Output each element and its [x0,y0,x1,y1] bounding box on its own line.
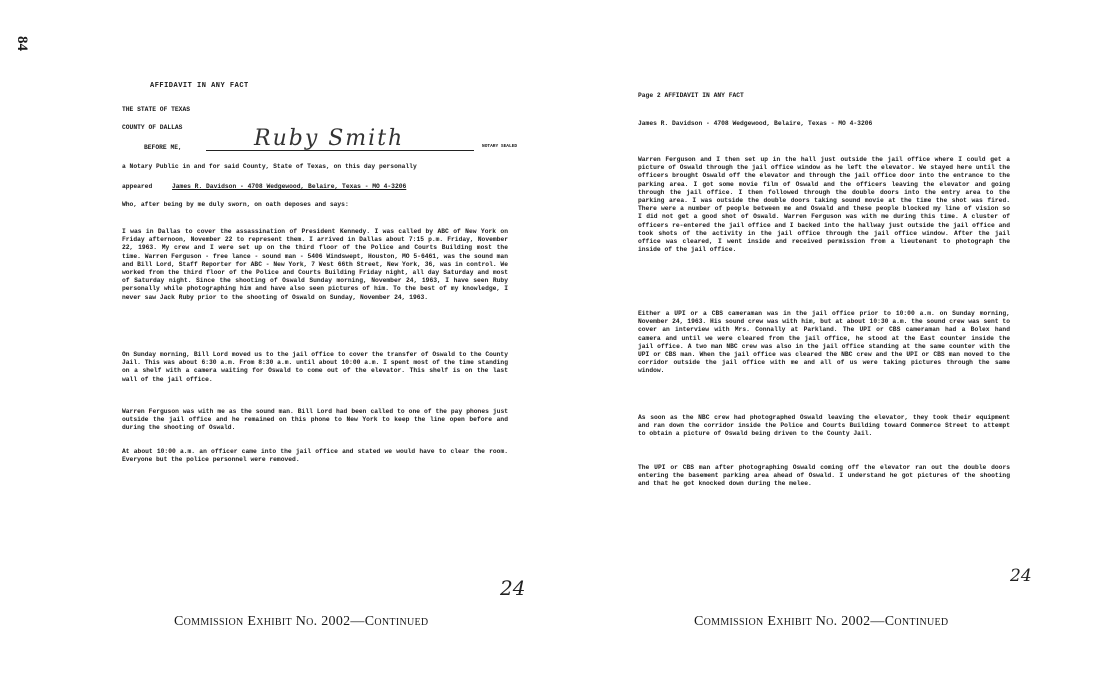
sworn-line: Who, after being by me duly sworn, on oath deposes and says: [122,201,349,208]
notary-note: NOTARY SEALED [482,144,518,149]
left-paragraph-4: At about 10:00 a.m. an officer came into the jail office and stated we would have to clear the room. Everyone but the police personnel were removed. [122,448,508,464]
state-label: THE STATE OF TEXAS [122,106,191,113]
left-exhibit-text: Commission Exhibit No. 2002—Continued [174,614,429,629]
affidavit-title: AFFIDAVIT IN ANY FACT [150,82,249,90]
left-paragraph-2: On Sunday morning, Bill Lord moved us to the jail office to cover the transfer of Oswald to the County Jail. This was about 6:30 a.m. From 8:30 a.m. until about 10:00 a.m. I spent most of the time standing on a shelf with a camera waiting for Oswald to come out of the elevator. This shelf is on the last wall of the jail office. [122,351,508,383]
notary-line: a Notary Public in and for said County, State of Texas, on this day personally [122,163,417,170]
left-exhibit-caption [174,614,428,630]
right-paragraph-3: As soon as the NBC crew had photographed Oswald leaving the elevator, they took their equipment and ran down the corridor inside the Police and Courts Building toward Commerce Street to attempt to obtain a picture of Oswald being driven to the County Jail. [638,414,1010,438]
right-paragraph-4: The UPI or CBS man after photographing Oswald coming off the elevator ran out the double doors entering the basement parking area ahead of Oswald. I understand he got pictures of the shooting and that he got knocked down during the melee. [638,464,1010,488]
right-exhibit-caption [694,614,948,630]
right-page-subheader: James R. Davidson - 4708 Wedgewood, Belaire, Texas - MO 4-3206 [638,120,873,127]
left-handwritten-number: 24 [500,576,526,600]
right-handwritten-number: 24 [1010,566,1032,586]
notary-signature: Ruby Smith [254,126,405,151]
page-number: 84 [14,36,30,51]
before-me-label: BEFORE ME, [144,144,182,151]
left-paragraph-3: Warren Ferguson was with me as the sound man. Bill Lord had been called to one of the pay phones just outside the jail office and he remained on this phone to New York to keep the line open before and during the shooting of Oswald. [122,408,508,432]
right-exhibit-text: Commission Exhibit No. 2002—Continued [694,614,949,629]
right-paragraph-1: Warren Ferguson and I then set up in the hall just outside the jail office where I could get a picture of Oswald through the jail office window as he left the elevator. We stayed here until the officers brought Oswald off the elevator and through the jail office door into the entrance to the parking area. I got some movie film of Oswald and the officers leaving the elevator and going through the jail office. I then followed through the double doors into the entry area to the parking area. I was outside the double doors taking sound movie at the time the shot was fired. There were a number of people between me and Oswald and these people blocked my line of vision so I did not get a good shot of Oswald. Warren Ferguson was with me during this time. A cluster of officers re-entered the jail office and I backed into the hallway just outside the jail office and took shots of the activity in the jail office through the jail office window. After the jail office was cleared, I went inside and received permission from a lieutenant to photograph the inside of the jail office. [638,156,1010,254]
right-page-header: Page 2 AFFIDAVIT IN ANY FACT [638,92,744,99]
right-paragraph-2: Either a UPI or a CBS cameraman was in the jail office prior to 10:00 a.m. on Sunday morning, November 24, 1963. His sound crew was with him, but at about 10:30 a.m. the sound crew was sent to cover an interview with Mrs. Connally at Parkland. The UPI or CBS cameraman had a Bolex hand camera and until we were cleared from the jail office, he stood at the East counter inside the jail office. A two man NBC crew was also in the jail office standing at the same counter with the UPI or CBS man. When the jail office was cleared the NBC crew and the UPI or CBS man moved to the corridor outside the jail office with me and all of us were taking pictures through the same window. [638,310,1010,375]
county-label: COUNTY OF DALLAS [122,124,183,131]
left-paragraph-1: I was in Dallas to cover the assassination of President Kennedy. I was called by ABC of New York on Friday afternoon, November 22 to represent them. I arrived in Dallas about 7:15 p.m. Friday, November 22, 1963. My crew and I were set up on the third floor of the Police and Courts Building most the time. Warren Ferguson - free lance - sound man - 5406 Windswept, Houston, MO 5-6461, was the sound man and Bill Lord, Staff Reporter for ABC - New York, 7 West 66th Street, New York, 36, was in control. We worked from the third floor of the Police and Courts Building Friday night, all day Saturday and most of Saturday night. Since the shooting of Oswald Sunday morning, November 24, 1963, I have seen Ruby personally while photographing him and have also seen pictures of him. To the best of my knowledge, I never saw Jack Ruby prior to the shooting of Oswald on Sunday, November 24, 1963. [122,228,508,301]
appeared-value: James R. Davidson - 4708 Wedgewood, Belaire, Texas - MO 4-3206 [172,183,407,190]
appeared-label: appeared [122,183,153,190]
